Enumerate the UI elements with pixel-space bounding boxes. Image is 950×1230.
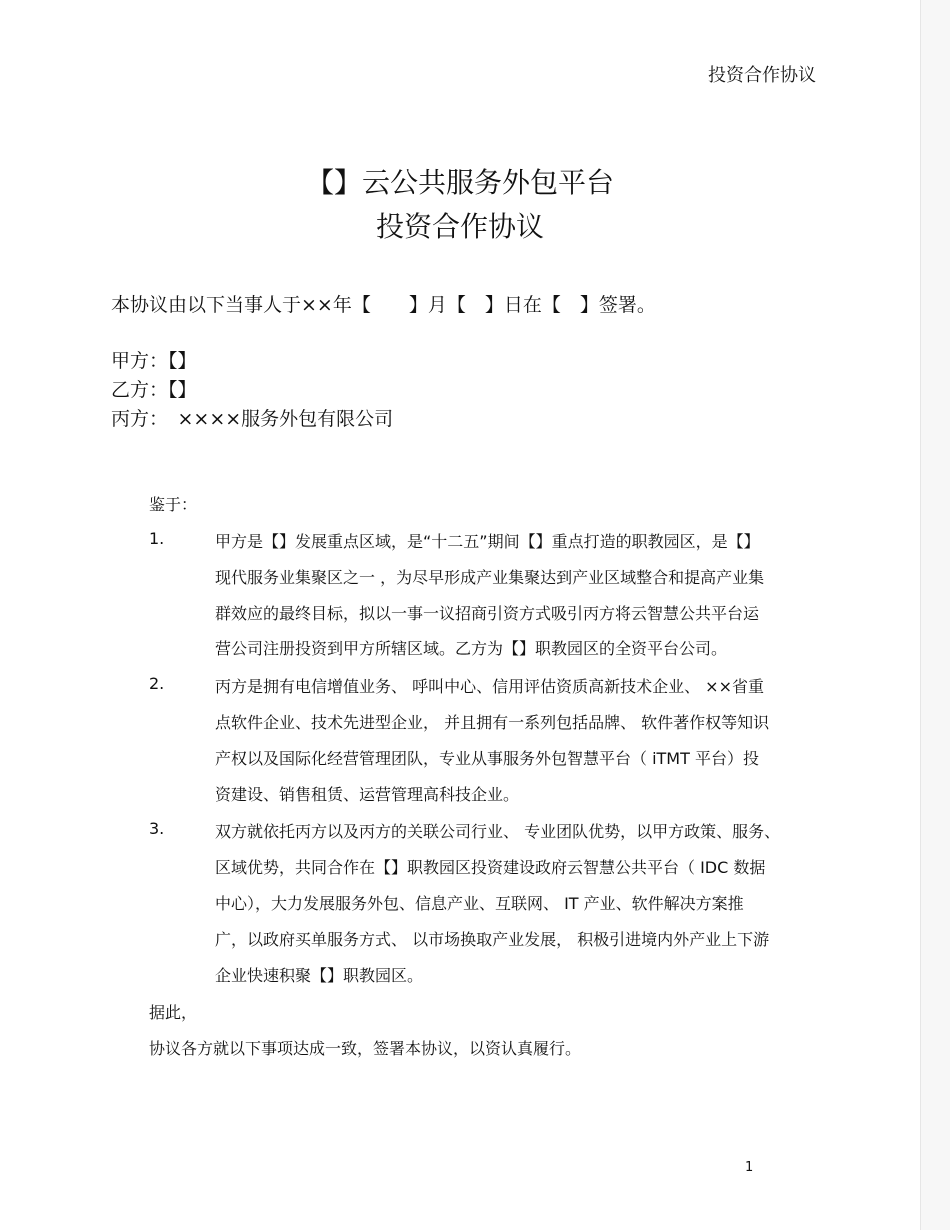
clause-line: 营公司注册投资到甲方所辖区域。乙方为【】职教园区的全资平台公司。 [215,639,728,658]
conclusion-text: 据此， [149,1003,198,1022]
clause-line: 产权以及国际化经营管理团队，专业从事服务外包智慧平台（ iTMT 平台）投 [215,749,759,768]
closing-text: 协议各方就以下事项达成一致，签署本协议，以资认真履行。 [149,1039,582,1058]
clause-line: 丙方是拥有电信增值业务、 呼叫中心、信用评估资质高新技术企业、 ××省重 [215,677,764,696]
clause-line: 双方就依托丙方以及丙方的关联公司行业、 专业团队优势，以甲方政策、服务、 [215,822,781,841]
party-a: 甲方：【】 [111,350,197,372]
running-header: 投资合作协议 [708,65,816,86]
signing-statement: 本协议由以下当事人于××年【 】月【 】日在【 】签署。 [111,294,656,316]
clause-line: 中心），大力发展服务外包、信息产业、互联网、 IT 产业、软件解决方案推 [215,894,744,913]
clause-line: 群效应的最终目标，拟以一事一议招商引资方式吸引丙方将云智慧公共平台运 [215,604,760,623]
document-title-line-2: 投资合作协议 [375,210,544,243]
clause-line: 点软件企业、技术先进型企业， 并且拥有一系列包括品牌、 软件著作权等知识 [215,713,770,732]
viewer-right-margin [921,0,950,1230]
document-title-line-1: 【】云公共服务外包平台 [305,166,614,199]
clause-line: 广，以政府买单服务方式、 以市场换取产业发展， 积极引进境内外产业上下游 [215,930,770,949]
clause-line: 甲方是【】发展重点区域，是“十二五”期间【】重点打造的职教园区，是【】 [215,532,760,551]
clause-number: 3. [149,819,165,838]
whereas-label: 鉴于： [149,495,198,514]
clause-line: 现代服务业集聚区之一 ，为尽早形成产业集聚达到产业区域整合和提高产业集 [215,568,765,587]
clause-line: 资建设、销售租赁、运营管理高科技企业。 [215,785,520,804]
clause-number: 2. [149,674,165,693]
page-number: 1 [745,1160,754,1175]
clause-line: 区域优势，共同合作在【】职教园区投资建设政府云智慧公共平台（ IDC 数据 [215,858,766,877]
party-c: 丙方： ××××服务外包有限公司 [111,408,394,430]
clause-number: 1. [149,529,165,548]
clause-line: 企业快速积聚【】职教园区。 [215,966,424,985]
party-b: 乙方：【】 [111,379,197,401]
